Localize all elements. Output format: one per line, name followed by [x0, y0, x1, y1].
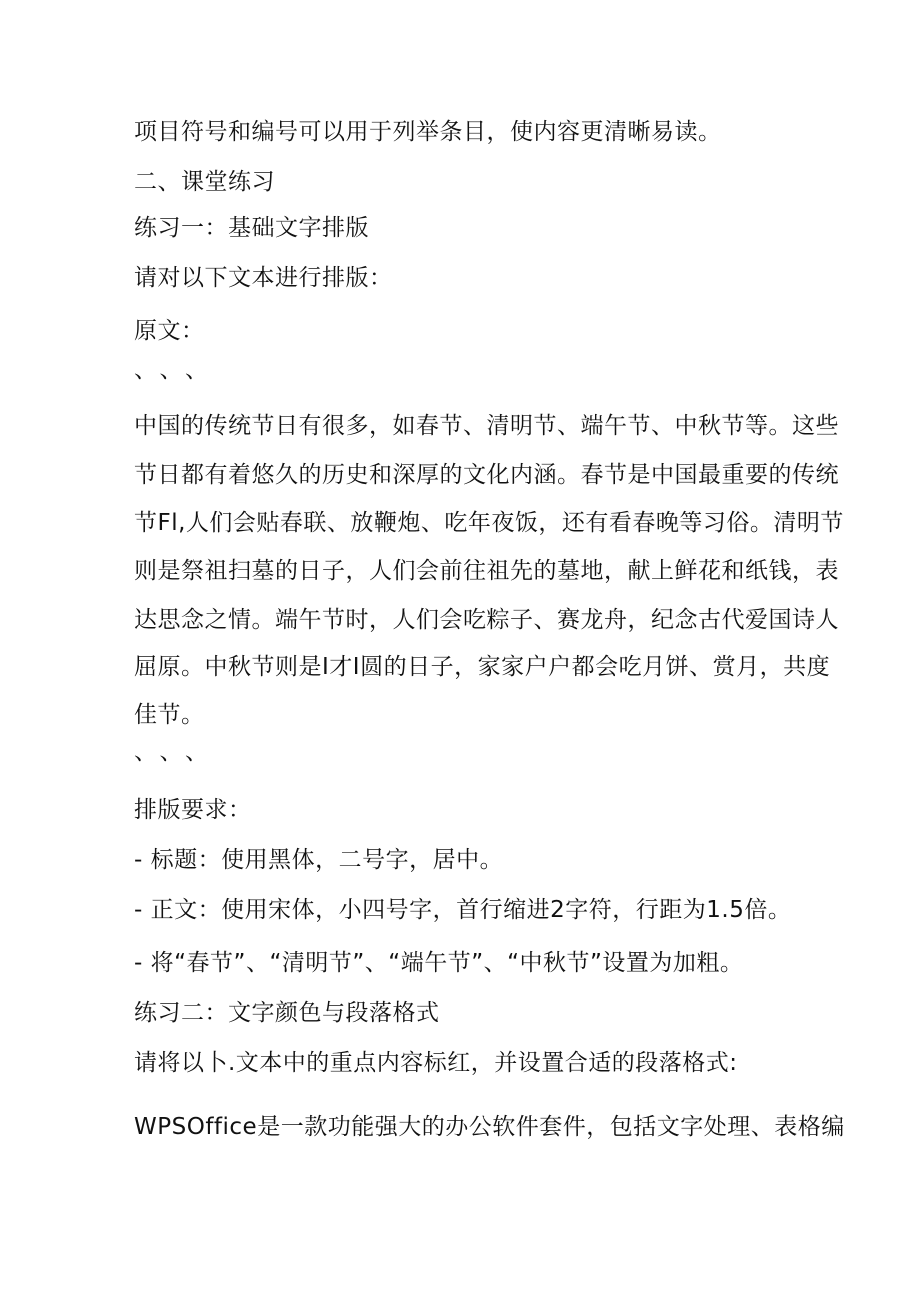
body-line: 节日都有着悠久的历史和深厚的文化内涵。春节是中国最重要的传统: [134, 462, 839, 488]
intro-paragraph: 项目符号和编号可以用于列举条目，使内容更清晰易读。: [134, 119, 722, 145]
section-heading: 二、课堂练习: [134, 169, 275, 195]
quote-close-marks: 、、、: [134, 739, 222, 765]
requirement-item: - 正文：使用宋体，小四号字，首行缩进2字符，行距为1.5倍。: [134, 897, 792, 923]
body-line: 中国的传统节日有很多，如春节、清明节、端午节、中秋节等。这些: [134, 413, 839, 439]
body-line: 佳节。: [134, 702, 205, 728]
exercise2-body-line: WPSOffice是一款功能强大的办公软件套件，包括文字处理、表格编: [134, 1114, 845, 1140]
exercise2-title: 练习二：文字颜色与段落格式: [134, 1000, 440, 1026]
quote-open-marks: 、、、: [134, 357, 222, 383]
exercise2-instruction: 请将以卜.文本中的重点内容标红，并设置合适的段落格式:: [134, 1050, 738, 1076]
requirements-label: 排版要求：: [134, 797, 252, 823]
body-line: 则是祭祖扫墓的日子，人们会前往祖先的墓地，献上鲜花和纸钱，表: [134, 558, 839, 584]
body-line: 屈原。中秋节则是I才I圆的日子，家家户户都会吃月饼、赏月，共度: [134, 654, 831, 680]
exercise1-title: 练习一：基础文字排版: [134, 215, 369, 241]
original-label: 原文：: [134, 318, 205, 344]
body-line: 达思念之情。端午节时，人们会吃粽子、赛龙舟，纪念古代爱国诗人: [134, 607, 839, 633]
requirement-item: - 将“春节”、“清明节”、“端午节”、“中秋节”设置为加粗。: [134, 950, 744, 976]
exercise1-instruction: 请对以下文本进行排版：: [134, 265, 393, 291]
requirement-item: - 标题：使用黑体，二号字，居中。: [134, 847, 504, 873]
body-line: 节Fl,人们会贴春联、放鞭炮、吃年夜饭，还有看春晚等习俗。清明节: [134, 510, 844, 536]
